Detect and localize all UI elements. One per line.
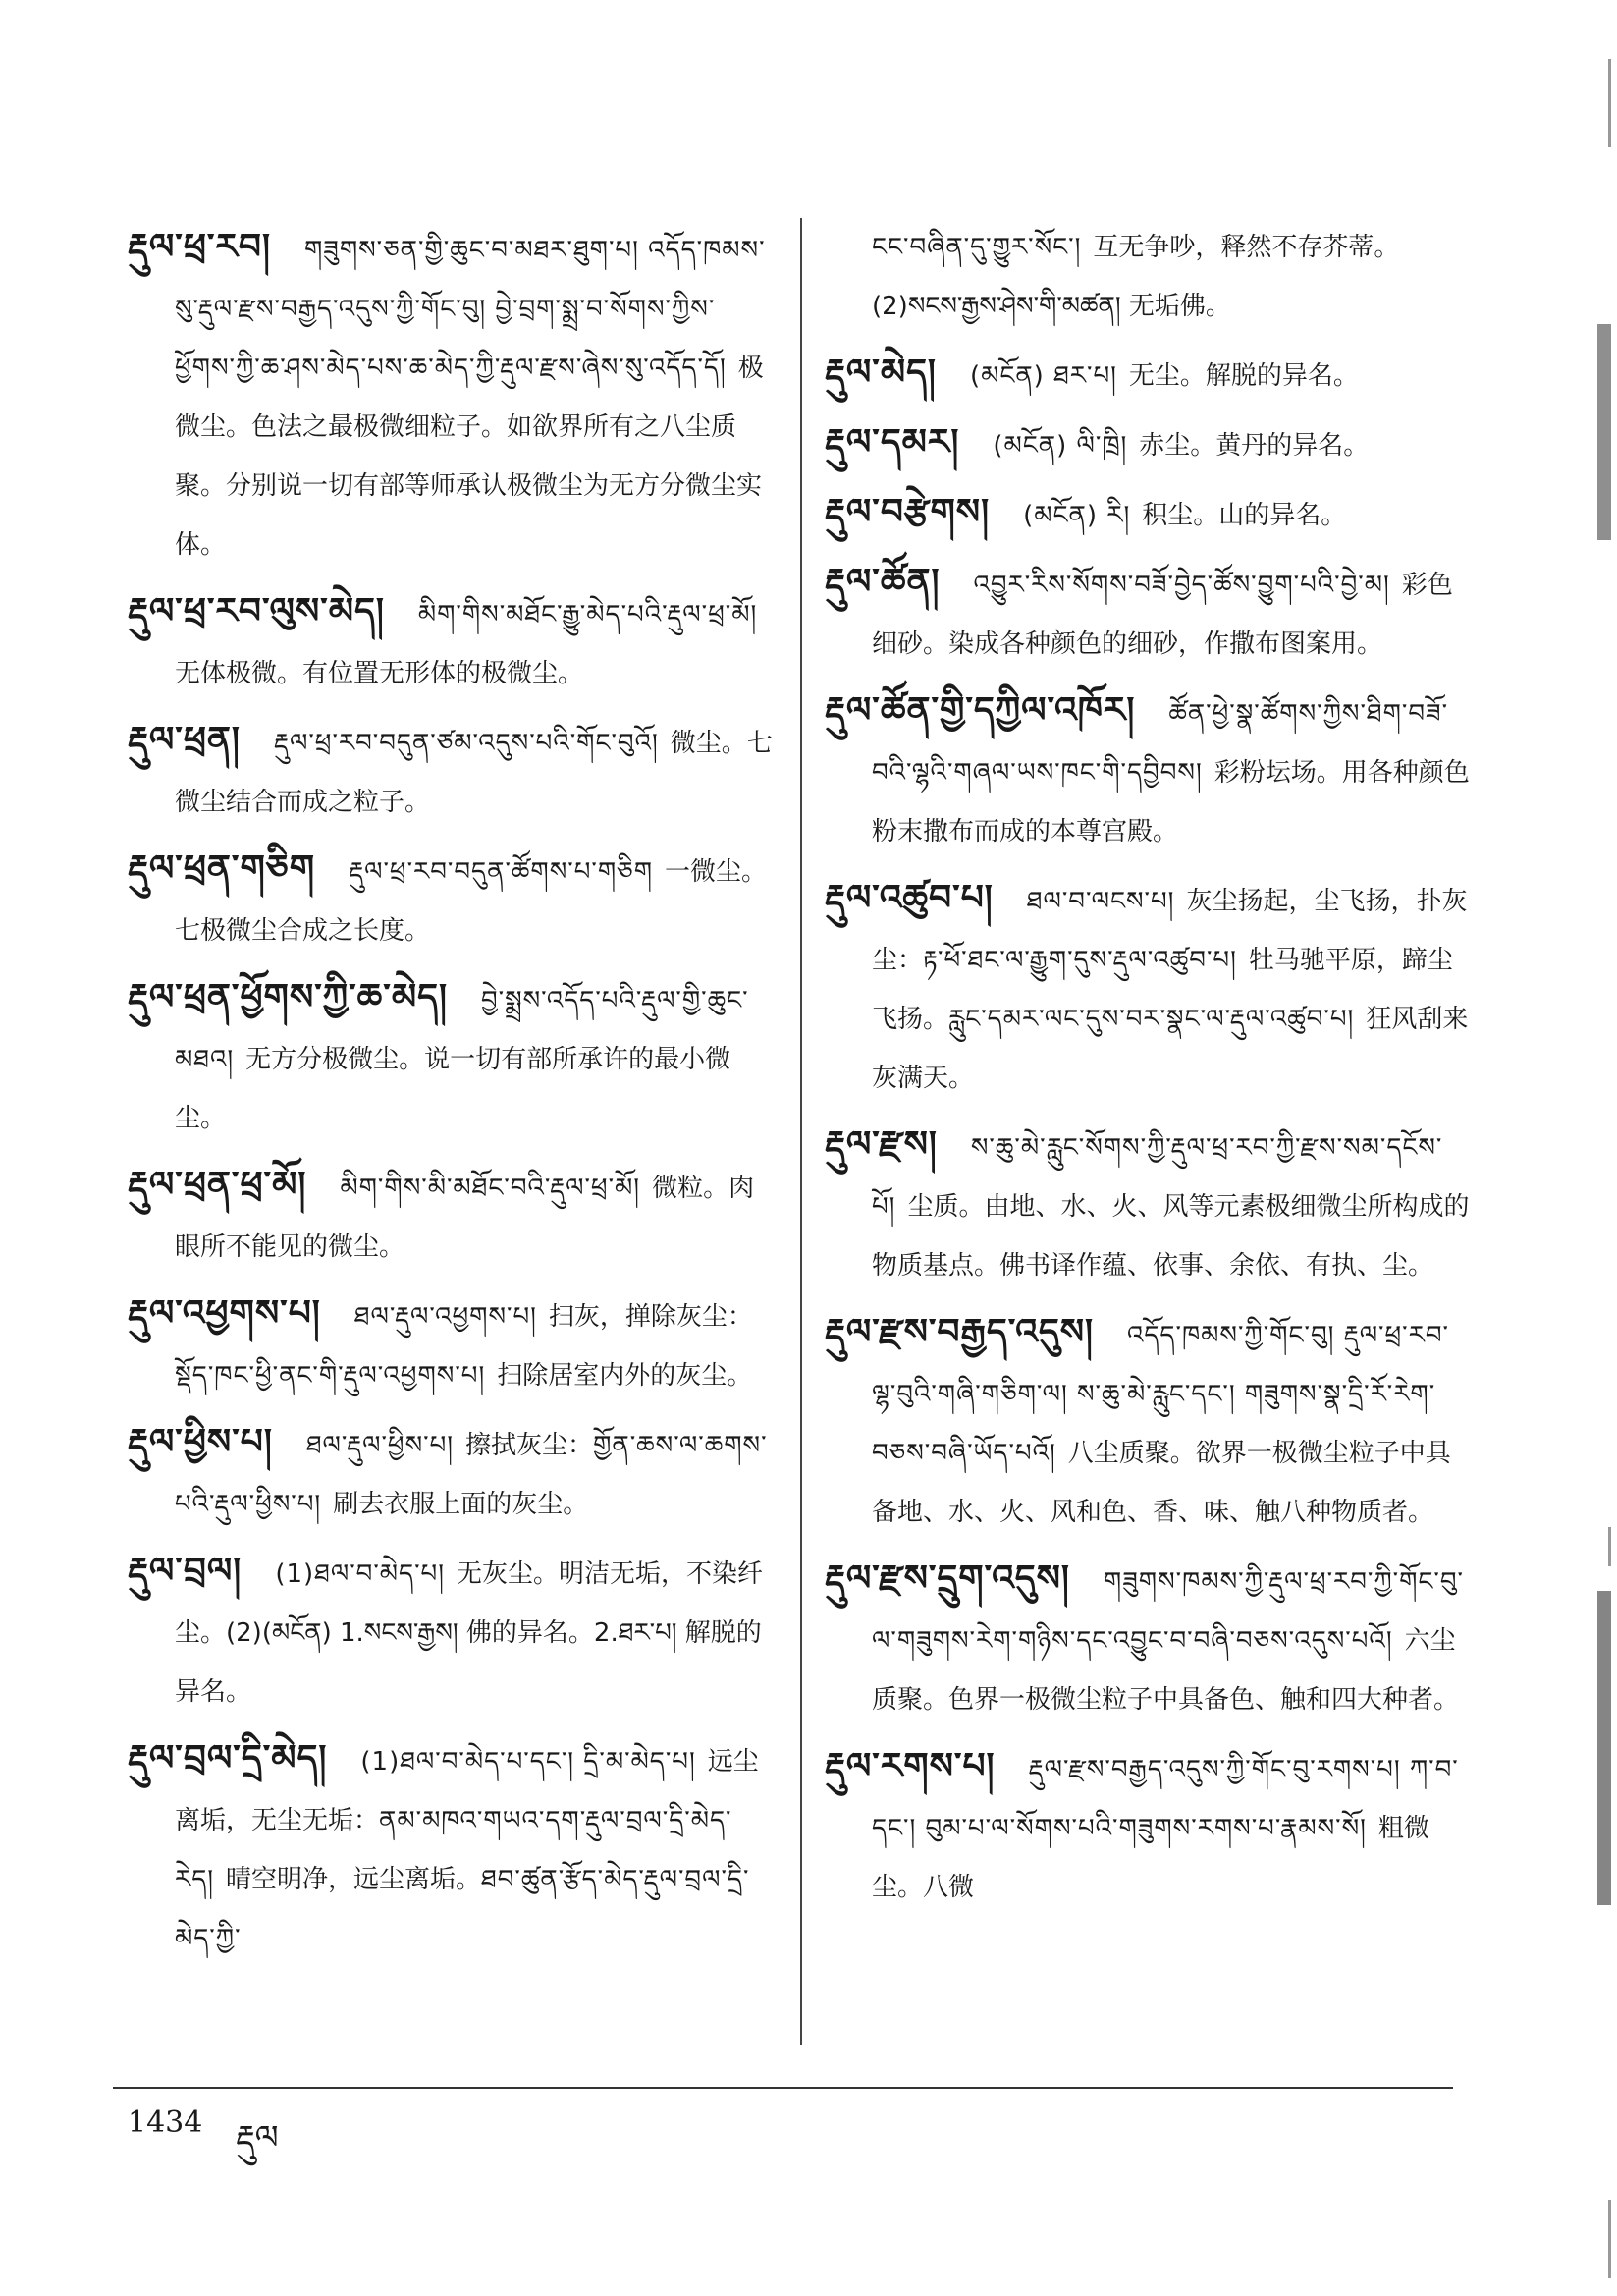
dictionary-entry xyxy=(128,582,776,703)
entry-tibetan-definition: ཐལ་བ་ལངས་པ། xyxy=(1026,887,1175,916)
scan-edge-marks xyxy=(1558,0,1617,2296)
entry-headword: རྡུལ་རགས་པ། xyxy=(825,1746,996,1786)
entry-chinese-gloss: 擦拭灰尘： xyxy=(465,1431,594,1460)
entry-headword: རྡུལ་རྫས་བརྒྱད་འདུས། xyxy=(825,1312,1094,1352)
dictionary-entry xyxy=(825,218,1473,336)
right-column xyxy=(825,218,1473,1925)
entry-headword: རྡུལ་རྫས་དྲུག་འདུས། xyxy=(825,1558,1070,1599)
entry-tibetan-definition: གཟུགས་ཁམས་ཀྱི་རྡུལ་ཕྲ་རབ་ཀྱི་གོང་བུ་ལ་གཟུགས་རེག་གཉིས་དང་འབྱུང་བ་བཞི་བཅས་འདུས་པའོ། xyxy=(872,1567,1465,1656)
entry-chinese-gloss: 无方分极微尘。说一切有部所承许的最小微尘。 xyxy=(175,1045,731,1133)
running-head: རྡུལ xyxy=(236,2118,279,2158)
dictionary-entry xyxy=(825,1116,1473,1295)
dictionary-entry xyxy=(128,1285,776,1405)
entry-chinese-gloss: 彩粉坛场。用各种颜色粉末撒布而成的本尊宫殿。 xyxy=(872,758,1470,847)
entry-tibetan-definition: རྡུལ་རྫས་བརྒྱད་འདུས་ཀྱི་གོང་བུ་རགས་པ། ཀ་བ་དང་། བུམ་པ་ལ་སོགས་པའི་གཟུགས་རགས་པ་རྣམས་སོ། xyxy=(872,1755,1459,1843)
entry-chinese-gloss: 尘质。由地、水、火、风等元素极细微尘所构成的物质基点。佛书译作蕴、依事、余依、有执、尘。 xyxy=(872,1192,1470,1281)
entry-tibetan-definition: ངང་བཞིན་དུ་གྱུར་སོང་། xyxy=(872,233,1082,262)
entry-tibetan-definition: རྡུལ་ཕྲ་རབ་བདུན་ཚོགས་པ་གཅིག xyxy=(349,857,654,887)
dictionary-entry xyxy=(825,483,1473,545)
entry-headword: རྡུལ་བྲལ་དྲི་མེད། xyxy=(128,1738,328,1778)
page-number: 1434 xyxy=(128,2105,203,2140)
entry-tibetan-definition: ཐལ་རྡུལ་འཕྱགས་པ། xyxy=(353,1302,537,1332)
entry-chinese-gloss: 灰尘扬起，尘飞扬，扑灰尘： xyxy=(872,887,1468,975)
entry-chinese-gloss: 六尘质聚。色界一极微尘粒子中具备色、触和四大种者。 xyxy=(872,1626,1460,1715)
entry-chinese-gloss: 一微尘。七极微尘合成之长度。 xyxy=(175,857,768,946)
entry-headword: རྡུལ་དམར། xyxy=(825,422,960,463)
entry-tibetan-definition: (1)ཐལ་བ་མེད་པ་དང་། དྲི་མ་མེད་པ། xyxy=(360,1747,696,1777)
dictionary-entry xyxy=(825,344,1473,406)
entry-headword: རྡུལ་ཚོན་གྱི་དཀྱིལ་འཁོར། xyxy=(825,690,1136,731)
entry-tibetan-definition: (མངོན) ལི་ཁྲི། xyxy=(993,431,1128,461)
entry-tibetan-definition: (1)ཐལ་བ་མེད་པ། xyxy=(275,1559,445,1589)
entry-headword: རྡུལ་ཕྲན་གཅིག xyxy=(128,848,316,889)
dictionary-entry xyxy=(825,869,1473,1108)
entry-headword: རྡུལ་ཕྱིས་པ། xyxy=(128,1422,273,1462)
entry-example-chinese: 扫除居室内外的灰尘。 xyxy=(497,1361,753,1391)
dictionary-entry xyxy=(825,413,1473,475)
entry-chinese-gloss: 粗微尘。八微 xyxy=(872,1814,1429,1902)
entry-chinese-gloss: 极微尘。色法之最极微细粒子。如欲界所有之八尘质聚。分别说一切有部等师承认极微尘为无方分微尘实体。 xyxy=(175,354,764,560)
entry-example-tibetan: རླུང་དམར་ལང་དུས་བར་སྣང་ལ་རྡུལ་འཚུབ་པ། xyxy=(948,1005,1355,1034)
entry-headword: རྡུལ་ཕྲ་རབ། xyxy=(128,227,271,267)
entry-chinese-gloss: 彩色细砂。染成各种颜色的细砂，作撒布图案用。 xyxy=(872,571,1453,659)
entry-headword: རྡུལ་ཕྲན། xyxy=(128,720,241,760)
entry-example-tibetan: གྱོན་ཆས་ལ་ཆགས་པའི་རྡུལ་ཕྱིས་པ། xyxy=(175,1431,768,1519)
dictionary-entry xyxy=(825,682,1473,861)
entry-headword: རྡུལ་ཕྲ་རབ་ལུས་མེད། xyxy=(128,591,385,631)
entry-chinese-gloss: 远尘离垢，无尘无垢： xyxy=(175,1747,759,1835)
dictionary-entry xyxy=(128,1156,776,1277)
entry-chinese-gloss: 积尘。山的异名。 xyxy=(1142,501,1347,530)
dictionary-entry xyxy=(825,553,1473,674)
entry-tibetan-definition: ཚོན་ཕྱེ་སྣ་ཚོགས་ཀྱིས་ཐིག་བཟོ་བའི་ལྷའི་གཞལ་ཡས་ཁང་གི་དབྱིབས། xyxy=(872,699,1449,788)
entry-headword: རྡུལ་བརྩེགས། xyxy=(825,492,991,532)
entry-tibetan-definition: བྱེ་སྨྲས་འདོད་པའི་རྡུལ་གྱི་ཆུང་མཐའ། xyxy=(175,986,749,1074)
entry-tibetan-definition: (མངོན) ཐར་པ། xyxy=(969,361,1117,391)
entry-example-chinese: 牡马驰平原，蹄尘飞扬。 xyxy=(872,946,1453,1034)
entry-headword: རྡུལ་ཕྲན་ཕྱོགས་ཀྱི་ཆ་མེད། xyxy=(128,977,448,1017)
entry-headword: རྡུལ་མེད། xyxy=(825,353,937,393)
entry-example-tibetan: རྟ་ཕོ་ཐང་ལ་རྒྱུག་དུས་རྡུལ་འཚུབ་པ། xyxy=(923,946,1237,975)
entry-chinese-gloss: 无灰尘。明洁无垢，不染纤尘。(2)(མངོན) 1.སངས་རྒྱས། 佛的异名。2.ཐར་པ། 解脱的异名。 xyxy=(175,1559,764,1707)
entry-chinese-gloss: 赤尘。黄丹的异名。 xyxy=(1139,431,1370,461)
entry-headword: རྡུལ་ཕྲན་ཕྲ་མོ། xyxy=(128,1165,307,1205)
entry-headword: རྡུལ་བྲལ། xyxy=(128,1551,243,1591)
entry-tibetan-definition: འདོད་ཁམས་ཀྱི་གོང་བུ། རྡུལ་ཕྲ་རབ་ལྷ་བུའི་གཞི་གཅིག་ལ། ས་ཆུ་མེ་རླུང་དང་། གཟུགས་སྣ་དྲི་རོ་རེག་བཅས་བཞི་ཡོད་པའོ། xyxy=(872,1321,1449,1468)
dictionary-entry xyxy=(825,1550,1473,1729)
entry-example-chinese: 晴空明净，远尘离垢。 xyxy=(226,1865,482,1894)
dictionary-entry xyxy=(128,968,776,1148)
entry-example-tibetan: སྡོད་ཁང་ཕྱི་ནང་གི་རྡུལ་འཕྱགས་པ། xyxy=(175,1361,486,1391)
dictionary-entry xyxy=(128,840,776,960)
left-column xyxy=(128,218,776,1976)
dictionary-entry xyxy=(128,711,776,832)
entry-tibetan-definition: ཐལ་རྡུལ་ཕྱིས་པ། xyxy=(305,1431,455,1460)
entry-headword: རྡུལ་རྫས། xyxy=(825,1124,938,1165)
entry-tibetan-definition: རྡུལ་ཕྲ་རབ་བདུན་ཙམ་འདུས་པའི་གོང་བུའོ། xyxy=(273,729,659,758)
entry-chinese-gloss: 无体极微。有位置无形体的极微尘。 xyxy=(175,659,584,688)
dictionary-entry xyxy=(128,1542,776,1722)
entry-tibetan-definition: ས་ཆུ་མེ་རླུང་སོགས་ཀྱི་རྡུལ་ཕྲ་རབ་ཀྱི་རྫས་སམ་དངོས་པོ། xyxy=(872,1133,1443,1222)
entry-example-chinese: 刷去衣服上面的灰尘。 xyxy=(333,1490,589,1519)
dictionary-entry xyxy=(128,1729,776,1968)
entry-example-tibetan: ནམ་མཁའ་གཡའ་དག་རྡུལ་བྲལ་དྲི་མེད་རེད། xyxy=(175,1806,732,1894)
entry-headword: རྡུལ་འཚུབ་པ། xyxy=(825,878,994,918)
entry-chinese-gloss: 微尘。七微尘结合而成之粒子。 xyxy=(175,729,773,817)
entry-chinese-gloss: 微粒。肉眼所不能见的微尘。 xyxy=(175,1174,755,1262)
dictionary-entry xyxy=(128,1413,776,1534)
entry-headword: རྡུལ་འཕྱགས་པ། xyxy=(128,1293,321,1334)
dictionary-entry xyxy=(128,218,776,574)
entry-chinese-gloss: 无尘。解脱的异名。 xyxy=(1128,361,1359,391)
entry-tibetan-definition: (མངོན) རི། xyxy=(1023,501,1131,530)
dictionary-entry xyxy=(825,1737,1473,1917)
dictionary-entry xyxy=(825,1303,1473,1542)
entry-tibetan-continuation: ཐབ་ཚུན་རྩོད་མེད་རྡུལ་བྲལ་དྲི་མེད་ཀྱི་ xyxy=(175,1865,750,1953)
entry-tibetan-definition: འབྱུར་རིས་སོགས་བཟོ་བྱེད་ཚོས་བྱུག་པའི་བྱེ་མ། xyxy=(973,571,1390,600)
entry-tibetan-definition: མིག་གིས་མཐོང་རྒྱུ་མེད་པའི་རྡུལ་ཕྲ་མོ། xyxy=(417,600,758,629)
entry-headword: རྡུལ་ཚོན། xyxy=(825,562,941,602)
entry-chinese-gloss: 扫灰，掸除灰尘： xyxy=(548,1302,753,1332)
entry-chinese-gloss: 八尘质聚。欲界一极微尘粒子中具备地、水、火、风和色、香、味、触八种物质者。 xyxy=(872,1439,1451,1527)
footer-rule xyxy=(113,2087,1453,2089)
entry-tibetan-definition: གཟུགས་ཅན་གྱི་ཆུང་བ་མཐར་ཐུག་པ། འདོད་ཁམས་སུ་རྡུལ་རྫས་བརྒྱད་འདུས་ཀྱི་གོང་བུ། བྱེ་བྲག་སྨྲ་བ་སོགས་ཀྱིས་ཕྱོགས་ཀྱི་ཆ་ཤས་མེད་པས་ཆ་མེད་ཀྱི་རྡུལ་རྫས་ཞེས་སུ་འདོད་དོ། xyxy=(175,236,766,383)
entry-chinese-gloss: 互无争吵，释然不存芥蒂。(2)སངས་རྒྱས་ཤེས་གི་མཚན། 无垢佛。 xyxy=(872,233,1400,321)
entry-tibetan-definition: མིག་གིས་མི་མཐོང་བའི་རྡུལ་ཕྲ་མོ། xyxy=(340,1174,641,1203)
column-divider xyxy=(800,218,802,2045)
entry-example-chinese: 狂风刮来灰满天。 xyxy=(872,1005,1469,1093)
